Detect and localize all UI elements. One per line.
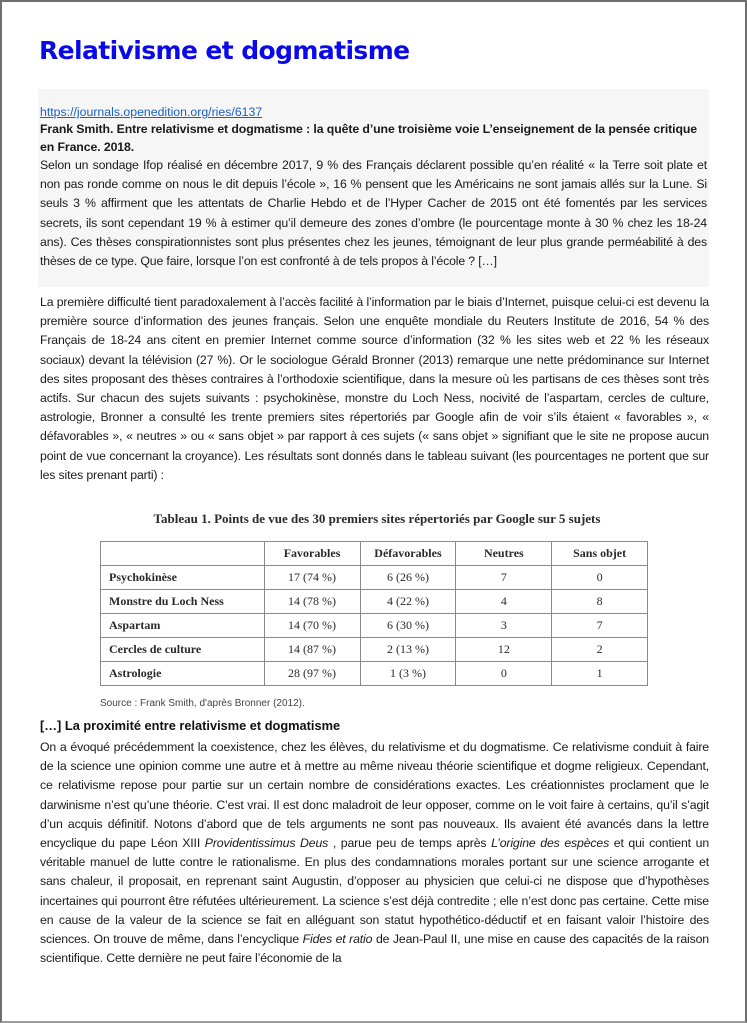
source-link[interactable]: https://journals.openedition.org/ries/6137 [40,105,263,119]
cell-sans-objet: 2 [552,638,648,662]
table-header-row [101,542,648,566]
cell-neutres: 0 [456,662,552,686]
row-label: Psychokinèse [101,566,265,590]
table-row [101,638,648,662]
cell-favorables: 14 (78 %) [264,590,360,614]
table-source-note: Source : Frank Smith, d'après Bronner (2012). [100,698,305,709]
paragraph-internet-sources: La première difficulté tient paradoxalement à l’accès facilité à l’information par le biais d’Internet, puisque celui-ci est devenu la première source d’information des jeunes français. Selon une enquête mondiale du Reuters Institute de 2016, 54 % des Français de 18-24 ans citent en premier Internet comme source d’information (32 % les sites web et 22 % les réseaux sociaux) devant la télévision (27 %). Or le sociologue Gérald Bronner (2013) remarque une nette prédominance sur Internet des sites proposant des thèses contraires à l’orthodoxie scientifique, dans la mesure où les partisans de ces thèses sont très actifs. Sur chacun des sujets suivants : psychokinèse, monstre du Loch Ness, nocivité de l’aspartam, cercles de culture, astrologie, Bronner a consulté les trente premiers sites répertoriés par Google afin de voir s’ils étaient « favorables », « défavorables », « neutres » ou « sans objet » par rapport à ces sujets (« sans objet » signifiant que le site ne propose aucun point de vue concernant la croyance). Les résultats sont donnés dans le tableau suivant (les pourcentages ne portent que sur les sites prenant parti) : [40,295,709,482]
cell-sans-objet: 1 [552,662,648,686]
cell-favorables: 28 (97 %) [264,662,360,686]
cell-defavorables: 4 (22 %) [360,590,456,614]
table-row [101,566,648,590]
page-title: Relativisme et dogmatisme [39,36,410,65]
excerpt-text: Selon un sondage Ifop réalisé en décembre 2017, 9 % des Français déclarent possible qu’en réalité « la Terre soit plate et non pas ronde comme on nous le dit depuis l’école », 16 % pensent que les Américains ne sont jamais allés sur la Lune. Si seuls 3 % affirment que les attentats de Charlie Hebdo et de l’Hyper Cacher de 2015 ont été fomentés par les services secrets, ils sont cependant 19 % à estimer qu’il demeure des zones d’ombre (le pourcentage monte à 30 % chez les 18-24 ans). Ces thèses conspirationnistes sont plus présentes chez les jeunes, témoignant de leur plus grande perméabilité à des thèses de ce type. Que faire, lorsque l’on est confronté à de tels propos à l’école ? […] [40,158,707,269]
cell-sans-objet: 0 [552,566,648,590]
results-table [100,541,648,686]
header-cell-defavorables: Défavorables [360,542,456,566]
cell-favorables: 14 (87 %) [264,638,360,662]
section-heading: […] La proximité entre relativisme et dogmatisme [40,718,341,733]
row-label: Cercles de culture [101,638,265,662]
table-row [101,662,648,686]
cell-neutres: 7 [456,566,552,590]
header-cell-favorables: Favorables [264,542,360,566]
cell-sans-objet: 8 [552,590,648,614]
cell-neutres: 12 [456,638,552,662]
cell-sans-objet: 7 [552,614,648,638]
header-cell-subject [101,542,265,566]
italic-title-providentissimus: Providentissimus Deus [204,836,329,851]
header-cell-sans-objet: Sans objet [552,542,648,566]
table-caption: Tableau 1. Points de vue des 30 premiers sites répertoriés par Google sur 5 sujets [153,511,601,526]
reference-title: Frank Smith. Entre relativisme et dogmatisme : la quête d’une troisième voie L’enseignement de la pensée critique en France. 2018. [40,122,698,154]
cell-defavorables: 6 (26 %) [360,566,456,590]
cell-defavorables: 1 (3 %) [360,662,456,686]
cell-neutres: 3 [456,614,552,638]
row-label: Monstre du Loch Ness [101,590,265,614]
italic-title-fides-et-ratio: Fides et ratio [302,932,373,947]
text-run: de Jean-Paul II, une mise en cause des capacités de la raison scientifique. Cette dernière ne peut faire l’économie de la [40,932,709,966]
cell-defavorables: 2 (13 %) [360,638,456,662]
cell-favorables: 17 (74 %) [264,566,360,590]
italic-title-origine-especes: L’origine des espèces [491,836,610,851]
cell-neutres: 4 [456,590,552,614]
text-run: On a évoqué précédemment la coexistence, chez les élèves, du relativisme et du dogmatisme. Ce relativisme conduit à faire de la science une opinion comme une autre et à mettre au même niveau théorie scientifique et dogme religieux. Cependant, ce relativisme repose pour partie sur un certain nombre de considérations exactes. Les créationnistes proclament que le darwinisme n’est qu’une théorie. C’est vrai. Il est donc maladroit de leur opposer, comme on le voit faire à certains, qu’il s’agit d’un acquis définitif. Notons d’abord que de tels arguments ne sont pas nouveaux. Ils avaient été avancés dans la lettre encyclique du pape Léon XIII [40,740,709,851]
cell-favorables: 14 (70 %) [264,614,360,638]
paragraph-relativism-dogmatism [40,738,709,968]
table-row [101,614,648,638]
header-cell-neutres: Neutres [456,542,552,566]
row-label: Aspartam [101,614,265,638]
quoted-excerpt-block [38,89,709,287]
text-run: , parue peu de temps après [328,836,492,851]
row-label: Astrologie [101,662,265,686]
table-row [101,590,648,614]
cell-defavorables: 6 (30 %) [360,614,456,638]
text-run: et qui contient un véritable manuel de lutte contre le rationalisme. En plus des condamnations morales portant sur une science arrogante et sans chaleur, il proposait, en reprenant saint Augustin, d’opposer au physicien que celui-ci ne dispose que d’hypothèses incertaines qui pourront être réfutées ultérieurement. La science s’est déjà contredite ; elle n’est donc pas certaine. Cette mise en cause de la valeur de la science se fait en alléguant son statut hypothético-déductif et en faisant valoir l’histoire des sciences. On trouve de même, dans l’encyclique [40,836,710,947]
